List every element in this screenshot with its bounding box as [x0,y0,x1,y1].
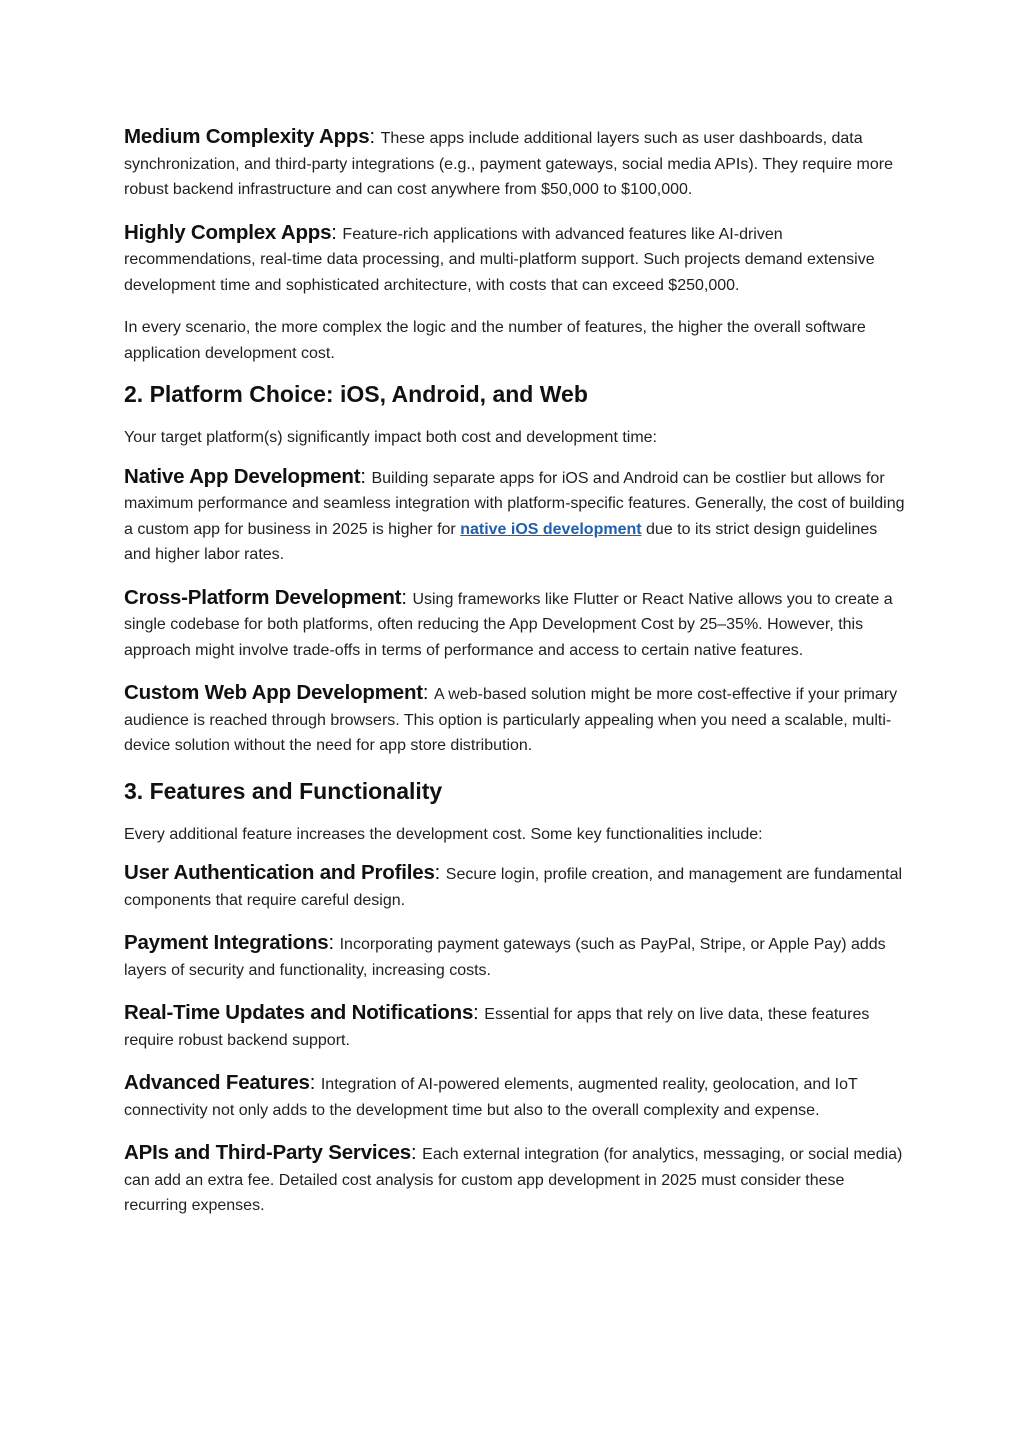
feature-desc: Integration of AI-powered elements, augmented reality, geolocation, and IoT connectivity not only adds to the development time but also to the overall complexity and expense. [124,1076,858,1119]
term-colon: : [369,126,381,148]
complexity-summary: In every scenario, the more complex the logic and the number of features, the higher the overall software application development cost. [124,319,866,362]
custom-web-app-term: Custom Web App Development [124,681,423,704]
term-colon: : [422,682,435,704]
custom-web-app-paragraph [124,680,908,759]
section-3-heading: 3. Features and Functionality [124,777,443,804]
feature-desc: Essential for apps that rely on live data, these features require robust backend support. [124,1006,870,1049]
feature-term: User Authentication and Profiles [124,861,435,884]
feature-item [124,930,908,983]
section-3-intro: Every additional feature increases the development cost. Some key functionalities include: [124,825,763,843]
feature-term: Real-Time Updates and Notifications [124,1001,474,1024]
medium-complexity-term: Medium Complexity Apps [124,125,370,148]
cross-platform-term: Cross-Platform Development [124,585,402,609]
native-app-desc-after: due to its strict design guidelines and higher labor rates. [124,520,878,563]
native-app-desc-before: Building separate apps for iOS and Android can be costlier but allows for maximum performance and seamless integration with platform-specific features. Generally, the cost of building a custom app for business in 2025 is higher for [124,469,905,538]
term-colon: : [411,1142,423,1164]
native-ios-development-link[interactable]: native iOS development [460,520,642,538]
feature-item [124,1000,908,1053]
medium-complexity-paragraph [124,124,908,203]
feature-term: APIs and Third-Party Services [124,1141,412,1164]
cross-platform-paragraph [124,585,908,664]
term-colon: : [473,1002,485,1024]
section-2-intro: Your target platform(s) significantly impact both cost and development time: [124,429,657,446]
term-colon: : [328,932,340,954]
term-colon: : [309,1072,321,1094]
high-complexity-desc: Feature-rich applications with advanced features like AI-driven recommendations, real-time data processing, and multi-platform support. Such projects demand extensive development time and sophisticated architecture, with costs that can exceed $250,000. [124,225,875,294]
feature-desc: Each external integration (for analytics, messaging, or social media) can add an extra fee. Detailed cost analysis for custom app development in 2025 must consider these recurring expenses. [124,1146,903,1214]
feature-item [124,860,908,913]
term-colon: : [360,465,372,488]
native-app-paragraph [124,464,908,568]
document-page [124,124,908,1236]
medium-complexity-desc: These apps include additional layers such as user dashboards, data synchronization, and third-party integrations (e.g., payment gateways, social media APIs). They require more robust backend infrastructure and can cost anywhere from $50,000 to $100,000. [124,130,893,198]
native-app-term: Native App Development [124,464,361,488]
high-complexity-term: Highly Complex Apps [124,220,332,244]
custom-web-app-desc: A web-based solution might be more cost-effective if your primary audience is reached through browsers. This option is particularly appealing when you need a scalable, multi-device solution without the need for app store distribution. [124,686,898,754]
section-2-heading: 2. Platform Choice: iOS, Android, and Web [124,381,588,407]
feature-desc: Secure login, profile creation, and management are fundamental components that require careful design. [124,866,903,909]
feature-term: Payment Integrations [124,931,329,954]
cross-platform-desc: Using frameworks like Flutter or React Native allows you to create a single codebase for both platforms, often reducing the App Development Cost by 25–35%. However, this approach might involve trade-offs in terms of performance and access to certain native features. [124,590,893,659]
term-colon: : [331,221,343,244]
high-complexity-paragraph [124,220,908,299]
feature-desc: Incorporating payment gateways (such as PayPal, Stripe, or Apple Pay) adds layers of security and functionality, increasing costs. [124,936,886,979]
feature-item [124,1070,908,1123]
term-colon: : [434,862,446,884]
term-colon: : [401,586,413,609]
feature-item [124,1140,908,1219]
feature-term: Advanced Features [124,1071,310,1094]
